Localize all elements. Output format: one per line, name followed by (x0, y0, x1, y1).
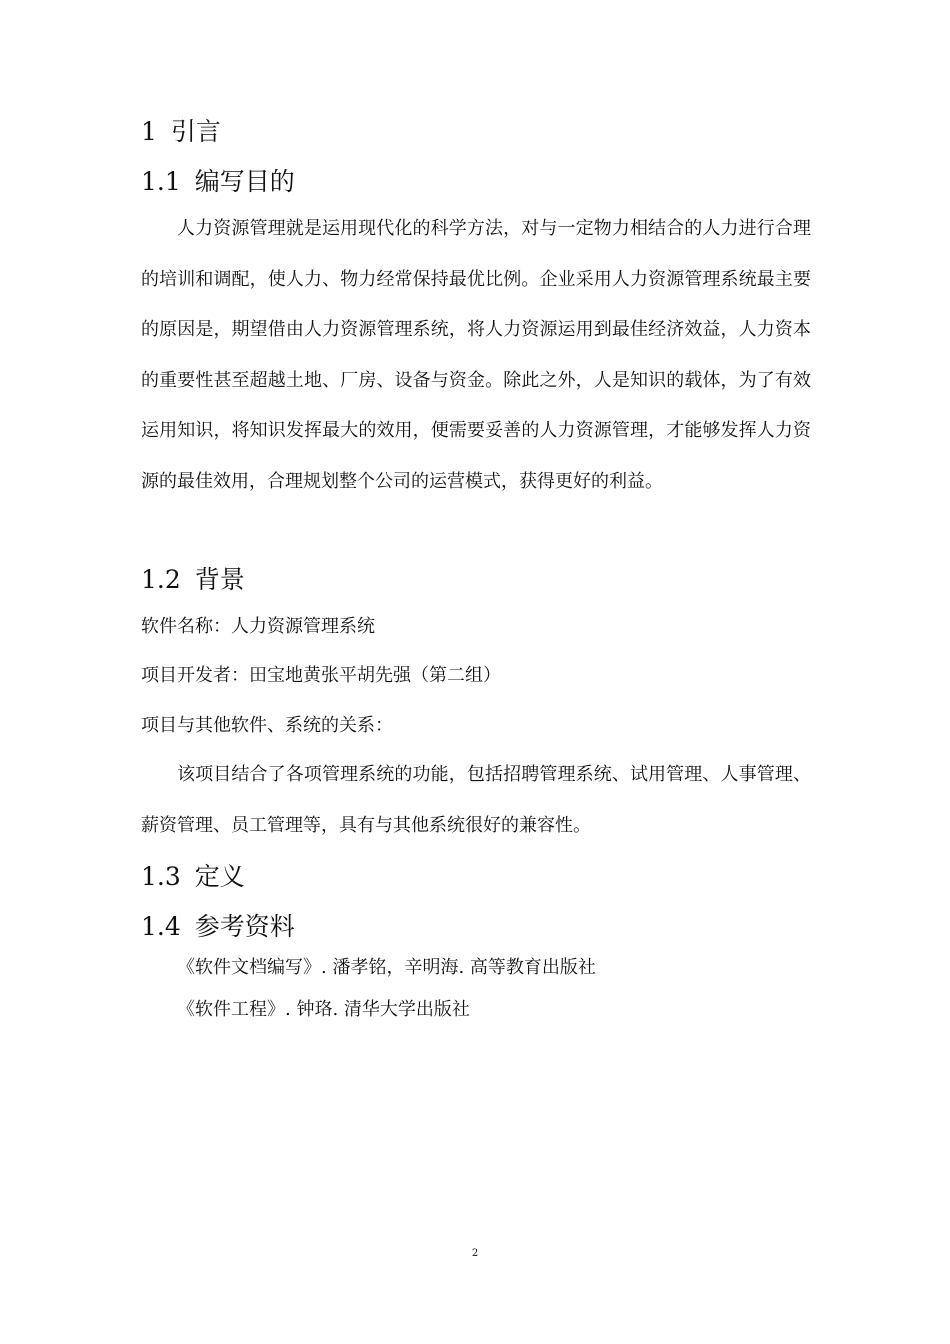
reference-item: 《软件文档编写》. 潘孝铭，辛明海. 高等教育出版社 (177, 957, 596, 978)
software-name-line: 软件名称：人力资源管理系统 (141, 616, 375, 637)
heading-number: 1.3 (141, 862, 181, 891)
heading-intro (141, 117, 221, 147)
heading-definition (141, 862, 245, 892)
heading-number: 1 (141, 117, 157, 146)
relation-label: 项目与其他软件、系统的关系： (141, 715, 393, 736)
heading-number: 1.1 (141, 167, 181, 196)
heading-title: 参考资料 (194, 912, 295, 941)
heading-purpose (141, 167, 295, 197)
purpose-paragraph: 人力资源管理就是运用现代化的科学方法，对与一定物力相结合的人力进行合理的培训和调配，使人力、物力经常保持最优比例。企业采用人力资源管理系统最主要的原因是，期望借由人力资源管理系统，将人力资源运用到最佳经济效益，人力资本的重要性甚至超越土地、厂房、设备与资金。除此之外，人是知识的载体，为了有效运用知识，将知识发挥最大的效用，便需要妥善的人力资源管理，才能够发挥人力资源的最佳效用，合理规划整个公司的运营模式，获得更好的利益。 (141, 218, 811, 492)
heading-title: 编写目的 (194, 167, 295, 196)
relation-paragraph: 该项目结合了各项管理系统的功能，包括招聘管理系统、试用管理、人事管理、薪资管理、员工管理等，具有与其他系统很好的兼容性。 (141, 764, 811, 836)
heading-title: 背景 (194, 565, 245, 594)
page-number: 2 (471, 1248, 479, 1259)
heading-number: 1.2 (141, 565, 181, 594)
heading-number: 1.4 (141, 912, 181, 941)
heading-title: 引言 (170, 117, 221, 146)
heading-references (141, 912, 295, 942)
heading-background (141, 565, 245, 595)
heading-title: 定义 (194, 862, 245, 891)
developers-line: 项目开发者：田宝地黄张平胡先强（第二组） (141, 665, 501, 686)
reference-item: 《软件工程》. 钟珞. 清华大学出版社 (177, 999, 470, 1020)
